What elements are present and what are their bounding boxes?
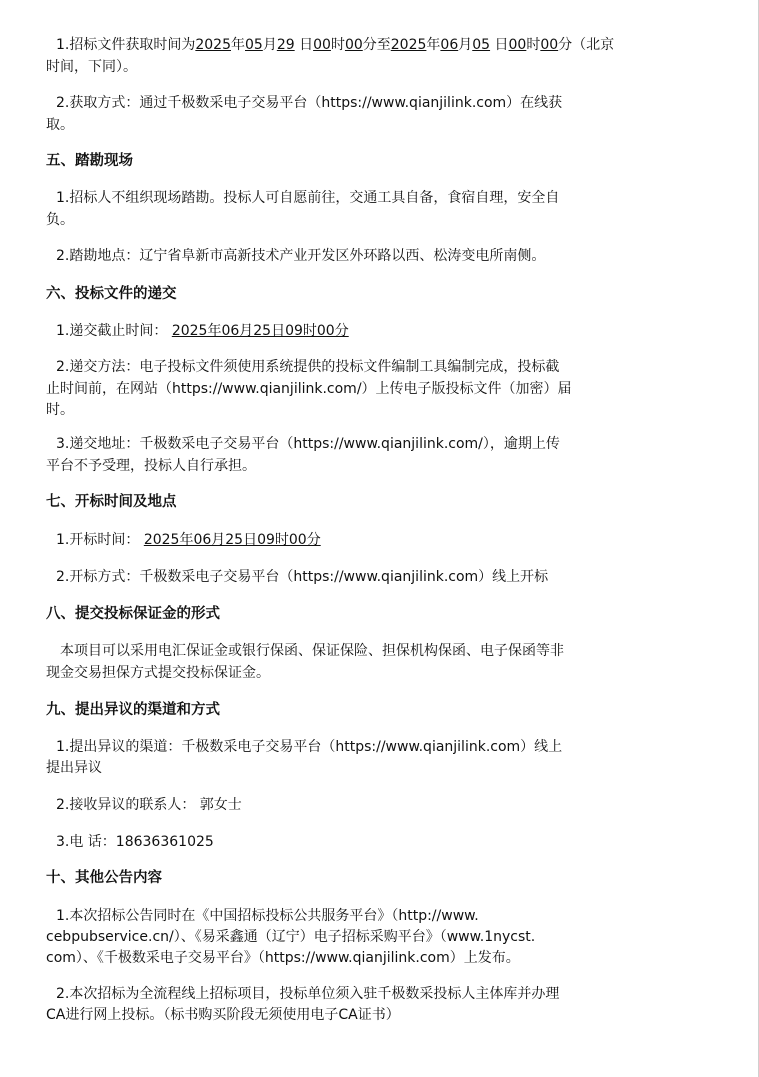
submission-deadline [0, 321, 759, 341]
submission-address-line1: 3.递交地址：千极数采电子交易平台（https://www.qianjilink.com/），逾期上传 [56, 436, 560, 452]
bid-bond-line2: 现金交易担保方式提交投标保证金。 [46, 665, 270, 681]
acquisition-time-line2: 时间，下同）。 [46, 59, 137, 75]
submission-method-line2: 止时间前，在网站（https://www.qianjilink.com/）上传电子版投标文件（加密）届 [46, 381, 572, 397]
start-day: 29 [276, 37, 295, 53]
text: 分（北京 [558, 37, 615, 53]
publication-line2: cebpubservice.cn/）、《易采鑫通（辽宁）电子招标采购平台》（www.1nycst. [46, 929, 536, 945]
section-heading-bid-opening: 七、开标时间及地点 [46, 494, 177, 510]
objection-phone: 3.电 话：18636361025 [56, 834, 214, 850]
bid-bond-line1: 本项目可以采用电汇保证金或银行保函、保证保险、担保机构保函、电子保函等非 [60, 643, 564, 659]
text: 时 [330, 37, 345, 53]
text: 日 [294, 37, 314, 53]
bid-opening-time [0, 530, 759, 550]
text: 月 [262, 37, 277, 53]
text: 1.开标时间： [56, 532, 144, 548]
end-day: 05 [472, 37, 491, 53]
end-month: 06 [440, 37, 459, 53]
online-bidding-line2: CA进行网上投标。（标书购买阶段无须使用电子CA证书） [46, 1007, 400, 1023]
start-hour: 00 [313, 37, 331, 53]
end-year: 2025 [390, 37, 427, 53]
acquisition-time-line1 [0, 35, 759, 55]
text: 月 [458, 37, 473, 53]
submission-method-line3: 时。 [46, 402, 74, 418]
acquisition-method-line1: 2.获取方式：通过千极数采电子交易平台（https://www.qianjilink.com）在线获 [56, 95, 563, 111]
text: 日 [490, 37, 509, 53]
online-bidding-line1: 2.本次招标为全流程线上招标项目，投标单位须入驻千极数采投标人主体库并办理 [56, 986, 560, 1002]
opening-time-value: 2025年06月25日09时00分 [143, 532, 321, 548]
bid-opening-method: 2.开标方式：千极数采电子交易平台（https://www.qianjilink.com）线上开标 [56, 569, 549, 585]
publication-line1: 1.本次招标公告同时在《中国招标投标公共服务平台》（http://www. [56, 908, 479, 924]
text: 分至 [362, 37, 391, 53]
site-visit-note-line2: 负。 [46, 212, 74, 228]
objection-channel-line1: 1.提出异议的渠道：千极数采电子交易平台（https://www.qianjilink.com）线上 [56, 739, 563, 755]
publication-line3: com）、《千极数采电子交易平台》（https://www.qianjilink.com）上发布。 [46, 950, 520, 966]
section-heading-bid-submission: 六、投标文件的递交 [46, 286, 177, 302]
section-heading-other: 十、其他公告内容 [46, 870, 162, 886]
section-heading-objection: 九、提出异议的渠道和方式 [46, 702, 220, 718]
end-minute: 00 [540, 37, 559, 53]
submission-address-line2: 平台不予受理，投标人自行承担。 [46, 458, 256, 474]
site-visit-note-line1: 1.招标人不组织现场踏勘。投标人可自愿前往，交通工具自备，食宿自理，安全自 [56, 190, 560, 206]
start-month: 05 [245, 37, 263, 53]
end-hour: 00 [508, 37, 527, 53]
start-year: 2025 [195, 37, 231, 53]
text: 年 [426, 37, 441, 53]
section-heading-site-visit: 五、踏勘现场 [46, 153, 133, 169]
text: 1.招标文件获取时间为 [56, 37, 196, 53]
site-visit-location: 2.踏勘地点：辽宁省阜新市高新技术产业开发区外环路以西、松涛变电所南侧。 [56, 248, 546, 264]
section-heading-bid-bond: 八、提交投标保证金的形式 [46, 606, 220, 622]
text: 时 [526, 37, 541, 53]
deadline-value: 2025年06月25日09时00分 [171, 323, 349, 339]
acquisition-method-line2: 取。 [46, 117, 74, 133]
submission-method-line1: 2.递交方法：电子投标文件须使用系统提供的投标文件编制工具编制完成，投标截 [56, 359, 560, 375]
start-minute: 00 [344, 37, 363, 53]
text: 1.递交截止时间： [56, 323, 172, 339]
text: 年 [231, 37, 245, 53]
objection-channel-line2: 提出异议 [46, 760, 102, 776]
objection-contact: 2.接收异议的联系人： 郭女士 [56, 797, 242, 813]
